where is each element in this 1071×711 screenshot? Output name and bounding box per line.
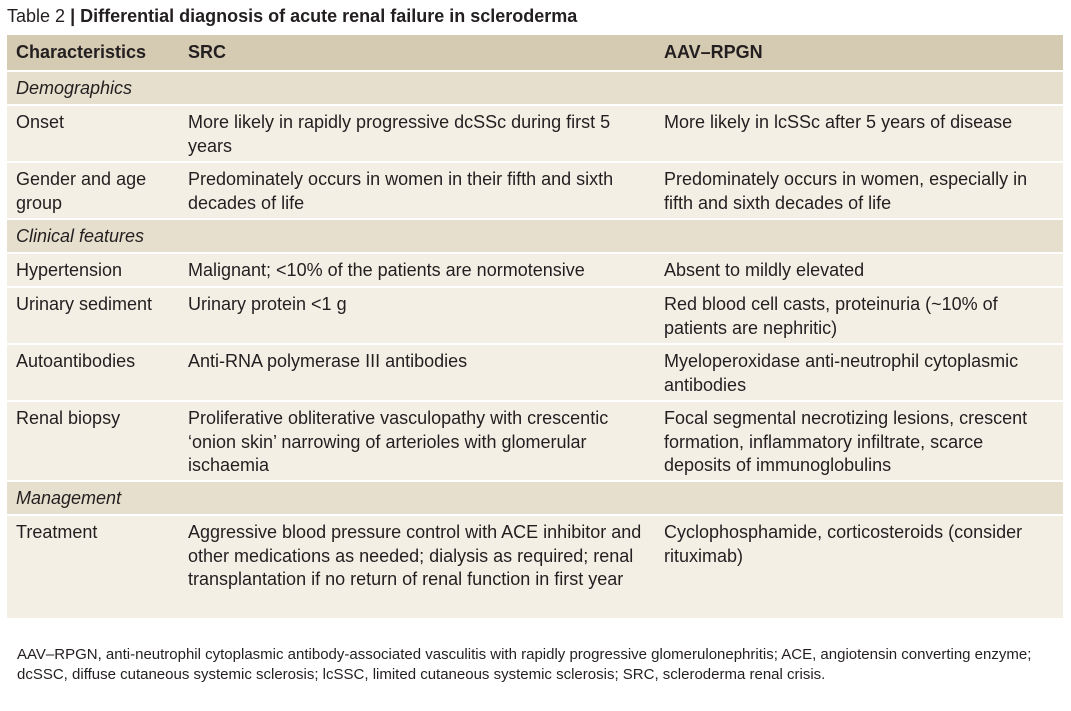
- header-characteristics: Characteristics: [16, 42, 147, 62]
- row-src-value: Malignant; <10% of the patients are normotensive: [188, 260, 585, 280]
- row-src-value: Urinary protein <1 g: [188, 294, 347, 314]
- row-src-value: Aggressive blood pressure control with ACE inhibitor and other medications as needed; dialysis as required; renal transplantation if no return of renal function in first year: [188, 522, 642, 589]
- section-title: Management: [16, 488, 122, 508]
- row-aav-value: More likely in lcSSc after 5 years of disease: [664, 112, 1013, 132]
- row-aav-value: Cyclophosphamide, corticosteroids (consider rituximab): [664, 522, 1023, 566]
- table-row: [7, 515, 1063, 618]
- table-row: [7, 162, 1063, 219]
- row-aav-value: Myeloperoxidase anti-neutrophil cytoplasmic antibodies: [664, 351, 1019, 395]
- row-characteristic: Urinary sediment: [16, 294, 153, 314]
- row-characteristic: Renal biopsy: [16, 408, 121, 428]
- row-aav-value: Predominately occurs in women, especially in fifth and sixth decades of life: [664, 169, 1028, 213]
- table-row: [7, 253, 1063, 287]
- table-number: Table 2: [7, 6, 66, 26]
- section-row-management: [7, 481, 1063, 515]
- row-characteristic: Treatment: [16, 522, 98, 542]
- row-characteristic: Gender and age group: [16, 169, 147, 213]
- table-row: [7, 344, 1063, 401]
- row-src-value: Anti-RNA polymerase III antibodies: [188, 351, 468, 371]
- table-header-row: [7, 35, 1063, 71]
- table-footnote: AAV–RPGN, anti-neutrophil cytoplasmic antibody-associated vasculitis with rapidly progressive glomerulonephritis; ACE, angiotensin converting enzyme; dcSSC, diffuse cutaneous systemic sclerosis; lcSSC, limited cutaneous systemic sclerosis; SRC, scleroderma renal crisis.: [17, 646, 1032, 683]
- header-src: SRC: [188, 42, 227, 62]
- row-aav-value: Absent to mildly elevated: [664, 260, 865, 280]
- section-title: Clinical features: [16, 226, 145, 246]
- section-row-demographics: [7, 71, 1063, 105]
- table-row: [7, 287, 1063, 344]
- row-aav-value: Red blood cell casts, proteinuria (~10% of patients are nephritic): [664, 294, 998, 338]
- row-characteristic: Hypertension: [16, 260, 123, 280]
- table-row: [7, 105, 1063, 162]
- row-src-value: Proliferative obliterative vasculopathy with crescentic ‘onion skin’ narrowing of arterioles with glomerular ischaemia: [188, 408, 609, 475]
- table-title: Differential diagnosis of acute renal failure in scleroderma: [80, 6, 578, 26]
- row-aav-value: Focal segmental necrotizing lesions, crescent formation, inflammatory infiltrate, scarce deposits of immunoglobulins: [664, 408, 1028, 475]
- row-src-value: Predominately occurs in women in their fifth and sixth decades of life: [188, 169, 614, 213]
- caption-separator: |: [70, 6, 76, 26]
- table-caption: [7, 5, 577, 27]
- section-title: Demographics: [16, 78, 133, 98]
- table-row: [7, 401, 1063, 481]
- row-characteristic: Onset: [16, 112, 65, 132]
- diagnosis-table: [7, 35, 1063, 618]
- row-src-value: More likely in rapidly progressive dcSSc during first 5 years: [188, 112, 611, 156]
- section-row-clinical-features: [7, 219, 1063, 253]
- header-aav-rpgn: AAV–RPGN: [664, 42, 763, 62]
- row-characteristic: Autoantibodies: [16, 351, 136, 371]
